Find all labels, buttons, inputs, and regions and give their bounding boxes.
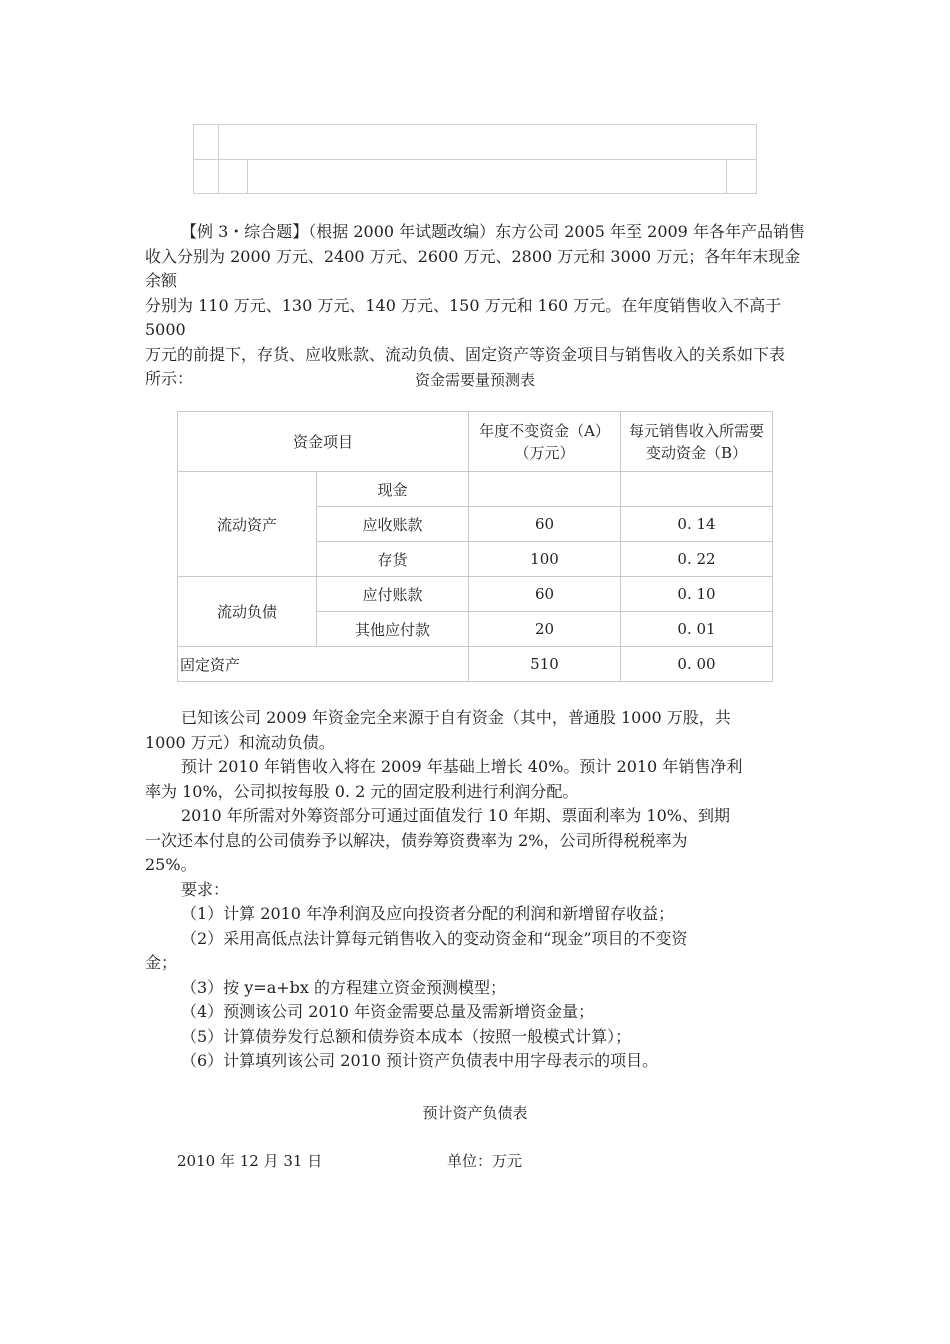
requirement-item: （3）按 y=a+bx 的方程建立资金预测模型； xyxy=(181,977,507,997)
table-row xyxy=(178,472,773,507)
table-divider xyxy=(726,159,727,193)
row-b: 0. 10 xyxy=(621,577,773,612)
row-name: 现金 xyxy=(317,472,469,507)
balance-sheet-date: 2010 年 12 月 31 日 xyxy=(177,1152,323,1170)
row-b: 0. 14 xyxy=(621,507,773,542)
requirement-item: （5）计算债券发行总额和债券资本成本（按照一般模式计算）； xyxy=(181,1026,632,1046)
body-line: 1000 万元）和流动负债。 xyxy=(145,732,335,752)
table-row xyxy=(178,577,773,612)
row-a: 60 xyxy=(469,577,621,612)
requirement-item: 金； xyxy=(145,953,178,972)
intro-line: 万元的前提下，存货、应收账款、流动负债、固定资产等资金项目与销售收入的关系如下表 xyxy=(145,344,786,364)
row-name: 存货 xyxy=(317,542,469,577)
group-current-assets: 流动资产 xyxy=(178,472,317,577)
header-item: 资金项目 xyxy=(178,412,469,472)
body-line: 率为 10%，公司拟按每股 0. 2 元的固定股利进行利润分配。 xyxy=(145,781,579,801)
body-line: 一次还本付息的公司债券予以解决，债券筹资费率为 2%，公司所得税税率为 xyxy=(145,830,688,850)
balance-sheet-unit: 单位：万元 xyxy=(447,1152,523,1170)
row-a: 510 xyxy=(469,647,621,682)
balance-sheet-title: 预计资产负债表 xyxy=(422,1104,528,1122)
intro-line: 收入分别为 2000 万元、2400 万元、2600 万元、2800 万元和 3000 万元；各年年末现金余额 xyxy=(145,246,801,290)
body-line: 2010 年所需对外筹资部分可通过面值发行 10 年期、票面利率为 10%、到期 xyxy=(181,806,730,825)
row-name: 应收账款 xyxy=(317,507,469,542)
row-b: 0. 22 xyxy=(621,542,773,577)
table-row xyxy=(178,647,773,682)
row-name: 其他应付款 xyxy=(317,612,469,647)
requirement-item: （4）预测该公司 2010 年资金需要总量及需新增资金量； xyxy=(181,1002,595,1021)
requirement-item: （1）计算 2010 年净利润及应向投资者分配的利润和新增留存收益； xyxy=(181,904,675,923)
table-header-row xyxy=(178,412,773,472)
fund-table-title: 资金需要量预测表 xyxy=(414,371,535,389)
row-a: 20 xyxy=(469,612,621,647)
intro-line: 【例 3・综合题】（根据 2000 年试题改编）东方公司 2005 年至 2009 年各年产品销售 xyxy=(181,222,805,241)
body-line: 预计 2010 年销售收入将在 2009 年基础上增长 40%。预计 2010 年销售净利 xyxy=(181,757,743,776)
table-divider xyxy=(218,125,219,193)
row-a: 60 xyxy=(469,507,621,542)
header-col-b: 每元销售收入所需要变动资金（B） xyxy=(621,412,773,472)
table-divider xyxy=(247,159,248,193)
row-b: 0. 01 xyxy=(621,612,773,647)
intro-line: 所示： xyxy=(145,369,194,388)
intro-line: 分别为 110 万元、130 万元、140 万元、150 万元和 160 万元。在年度销售收入不高于 5000 xyxy=(145,295,782,339)
empty-table-fragment xyxy=(193,124,757,194)
body-line: 25%。 xyxy=(145,855,197,874)
row-a xyxy=(469,472,621,507)
row-name: 应付账款 xyxy=(317,577,469,612)
group-fixed-assets: 固定资产 xyxy=(178,647,469,682)
intro-paragraph xyxy=(145,220,805,392)
group-current-liabilities: 流动负债 xyxy=(178,577,317,647)
body-line: 已知该公司 2009 年资金完全来源于自有资金（其中，普通股 1000 万股，共 xyxy=(181,708,731,727)
table-divider xyxy=(194,159,756,160)
header-col-a: 年度不变资金（A）（万元） xyxy=(469,412,621,472)
row-a: 100 xyxy=(469,542,621,577)
row-b: 0. 00 xyxy=(621,647,773,682)
row-b xyxy=(621,472,773,507)
requirements-label: 要求： xyxy=(181,879,230,899)
requirement-item: （6）计算填列该公司 2010 预计资产负债表中用字母表示的项目。 xyxy=(181,1051,659,1070)
body-paragraphs xyxy=(145,706,805,1074)
fund-forecast-table xyxy=(177,411,773,682)
requirement-item: （2）采用高低点法计算每元销售收入的变动资金和“现金”项目的不变资 xyxy=(181,928,688,948)
